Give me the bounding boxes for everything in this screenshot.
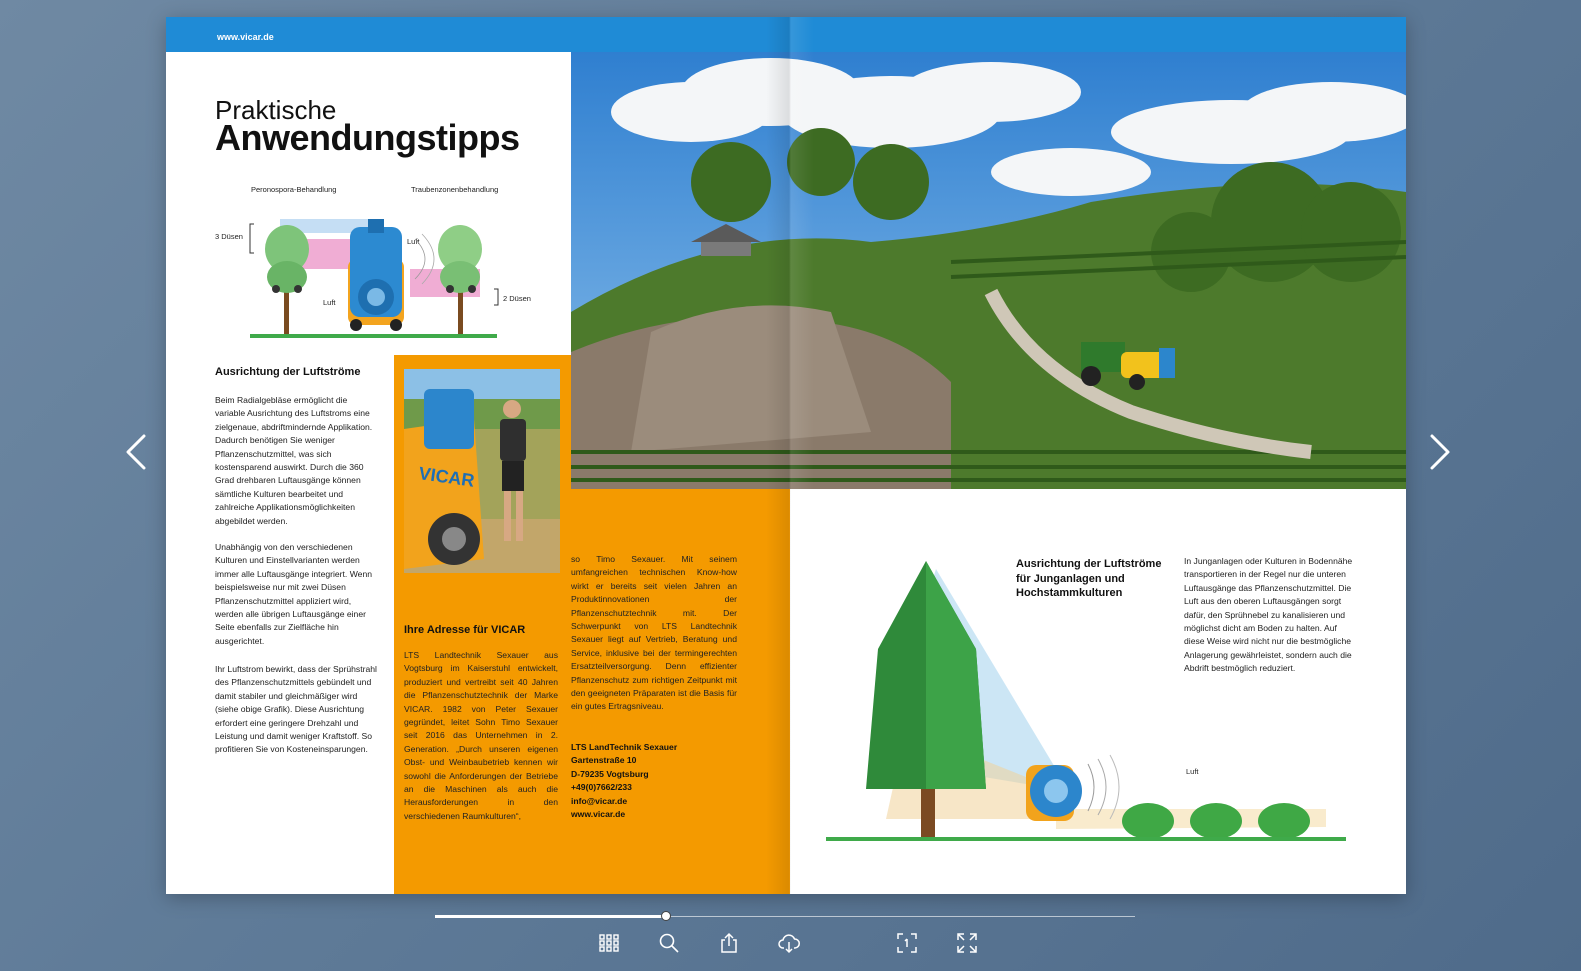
right-page-lower [790,489,1406,894]
fullscreen-button[interactable] [954,930,980,956]
prev-page-button[interactable] [118,432,158,472]
share-icon [717,931,741,955]
contact-phone: +49(0)7662/233 [571,782,632,793]
contact-website[interactable]: www.vicar.de [571,809,626,820]
diagram-label-peronospora: Peronospora-Behandlung [251,185,337,194]
contact-city: D-79235 Vogtsburg [571,768,649,779]
page-slider[interactable] [435,912,1135,922]
header-url: www.vicar.de [217,32,274,42]
chevron-right-icon [1418,432,1458,472]
section-heading-luftstroeme: Ausrichtung der Luftströme [215,366,361,378]
address-heading: Ihre Adresse für VICAR [404,624,526,636]
download-icon [777,931,801,955]
chevron-left-icon [118,432,158,472]
single-page-icon [895,931,919,955]
section2-heading: Ausrichtung der Luftströme für Junganlagen und Hochstammkulturen [1016,558,1162,599]
page-title: Anwendungstipps [215,117,520,158]
svg-text:VICAR: VICAR [417,463,476,491]
page-slider-thumb[interactable] [661,911,671,921]
thumbnails-button[interactable] [596,930,622,956]
hero-photo-vineyard [571,52,1406,489]
address-body-col2: so Timo Sexauer. Mit seinem umfangreichen technischen Know-how wirkt er bereits seit vielen Jahren an Produktinnovationen der Pflanzenschutztechnik mit. Der Schwerpunkt von LTS Landtechnik Sexauer liegt auf Vertrieb, Beratung und Service, inklusive bei der termingerechten Ersatzteilversorgung. Denn effizienter Pflanzenschutz zum richtigen Zeitpunkt mit den geeigneten Präparaten ist die Basis für ein gutes Ertragsniveau. [571,554,737,712]
contact-email[interactable]: info@vicar.de [571,795,628,806]
photo-farmer-sprayer [404,369,560,573]
section-body-p3: Ihr Luftstrom bewirkt, dass der Sprühstrahl des Pflanzenschutzmittels gebündelt und damit stabiler und gleichmäßiger wird (siehe obige Grafik). Diese Ausrichtung erfordert eine geringere Drehzahl und Leistung und damit weniger Kraftstoff. So profitieren Sie von Kosteneinsparungen. [215,664,377,755]
search-button[interactable] [656,930,682,956]
contact-company: LTS LandTechnik Sexauer [571,742,678,752]
diagram-label-3-duesen: 3 Düsen [215,232,243,241]
contact-street: Gartenstraße 10 [571,755,637,766]
section2-body: In Junganlagen oder Kulturen in Bodennähe transportieren in der Regel nur die unteren Luftausgänge das Pflanzenschutzmittel. Die Luft aus den oberen Luftausgängen sorgt dafür, den Sprühnebel zu kanalisieren und möglichst dicht am Boden zu halten. Auf diese Weise wird nicht nur die bestmögliche Anlagerung gewährleistet, sondern auch die Abdrift bestmöglich reduziert. [1184,556,1353,674]
diagram-label-luft-bottom: Luft [323,298,336,307]
vineyard-sprayer-illustration [210,179,550,339]
magazine-spread[interactable] [166,17,1406,894]
diagram-label-2-duesen: 2 Düsen [503,294,531,303]
share-button[interactable] [716,930,742,956]
next-page-button[interactable] [1418,432,1458,472]
tree-sprayer-illustration [826,559,1366,859]
download-button[interactable] [776,930,802,956]
page-title-small: Praktische [215,95,337,125]
page-header-bar [166,17,1406,52]
contact-block [571,741,771,821]
address-box-col2 [571,489,790,894]
grid-icon [597,931,621,955]
fullscreen-icon [955,931,979,955]
section-body-p2: Unabhängig von den verschiedenen Kulturen und Einstellvarianten werden immer alle Luftausgänge integriert. Wenn beispielsweise nur mit zwei Düsen Pflanzenschutzmittel appliziert wird, werden alle übrigen Luftausgänge einer Seite ebenfalls zur Zielfläche hin ausgerichtet. [215,542,372,646]
diagram-label-traubenzone: Traubenzonenbehandlung [411,185,499,194]
diagram2-label-luft: Luft [1186,767,1199,776]
page-slider-fill [435,915,666,918]
spray-diagram-vineyard [210,179,550,339]
address-body-col1: LTS Landtechnik Sexauer aus Vogtsburg im Kaiserstuhl entwickelt, produziert und vertreibt seit 40 Jahren die Pflanzenschutztechnik der Marke VICAR. 1982 von Peter Sexauer gegründet, leitet Sohn Timo Sexauer seit 2016 das Unternehmen in 2. Generation. „Durch unseren eigenen Obst- und Weinbaubetrieb kennen wir sowohl die Anforderungen der Betriebe an die Maschinen als auch die Herausforderungen in den verschiedenen Raumkulturen“, [404,650,558,821]
search-icon [657,931,681,955]
diagram-label-luft-top: Luft [407,237,420,246]
single-page-button[interactable] [894,930,920,956]
section-body-p1: Beim Radialgebläse ermöglicht die variable Ausrichtung des Luftstroms eine zielgenaue, abdriftmindernde Applikation. Dadurch benötigen Sie weniger Pflanzenschutzmittel, was sich kostensparend auswirkt. Durch die 360 Grad drehbaren Luftausgänge können sämtliche Kulturen bearbeitet und zahlreiche Applikationsmöglichkeiten abgebildet werden. [215,395,373,526]
bottom-toolbar [0,930,1581,960]
spray-diagram-tree [826,559,1366,859]
